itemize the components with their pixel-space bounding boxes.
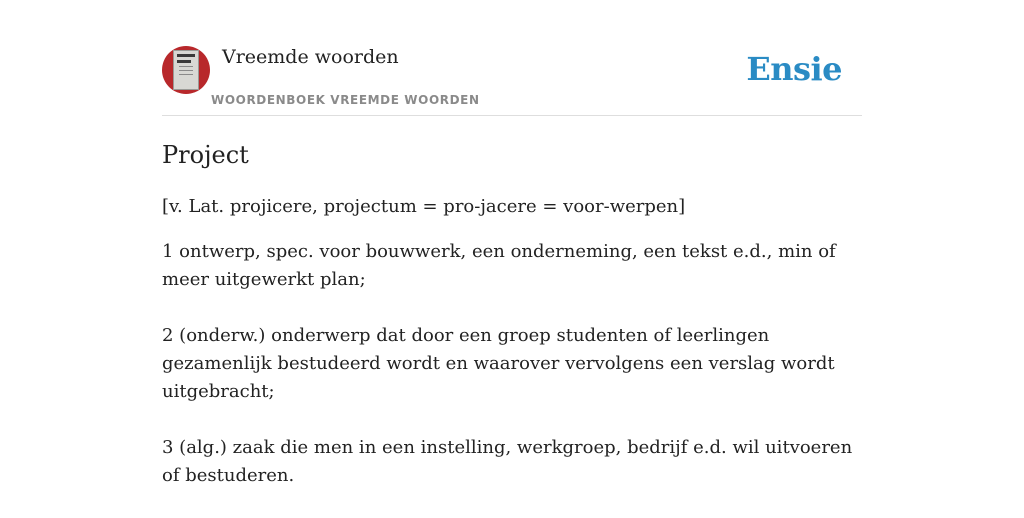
book-cover-icon (173, 50, 199, 90)
source-title[interactable]: Vreemde woorden (222, 46, 399, 68)
entry-title: Project (162, 141, 249, 169)
definition-item: 3 (alg.) zaak die men in een instelling, werkgroep, bedrijf e.d. wil uitvoeren of bestuderen. (162, 437, 853, 486)
source-subtitle: WOORDENBOEK VREEMDE WOORDEN (211, 93, 480, 107)
definition-item: 1 ontwerp, spec. voor bouwwerk, een onderneming, een tekst e.d., min of meer uitgewerkt plan; (162, 241, 836, 290)
entry-card (162, 40, 862, 518)
source-avatar[interactable] (162, 46, 210, 94)
definitions (162, 238, 862, 490)
ensie-logo[interactable]: Ensie (746, 50, 842, 88)
source-header (162, 40, 862, 116)
definition-item: 2 (onderw.) onderwerp dat door een groep studenten of leerlingen gezamenlijk bestudeerd wordt en waarover vervolgens een verslag wordt uitgebracht; (162, 325, 835, 402)
etymology: [v. Lat. projicere, projectum = pro-jacere = voor-werpen] (162, 196, 686, 217)
